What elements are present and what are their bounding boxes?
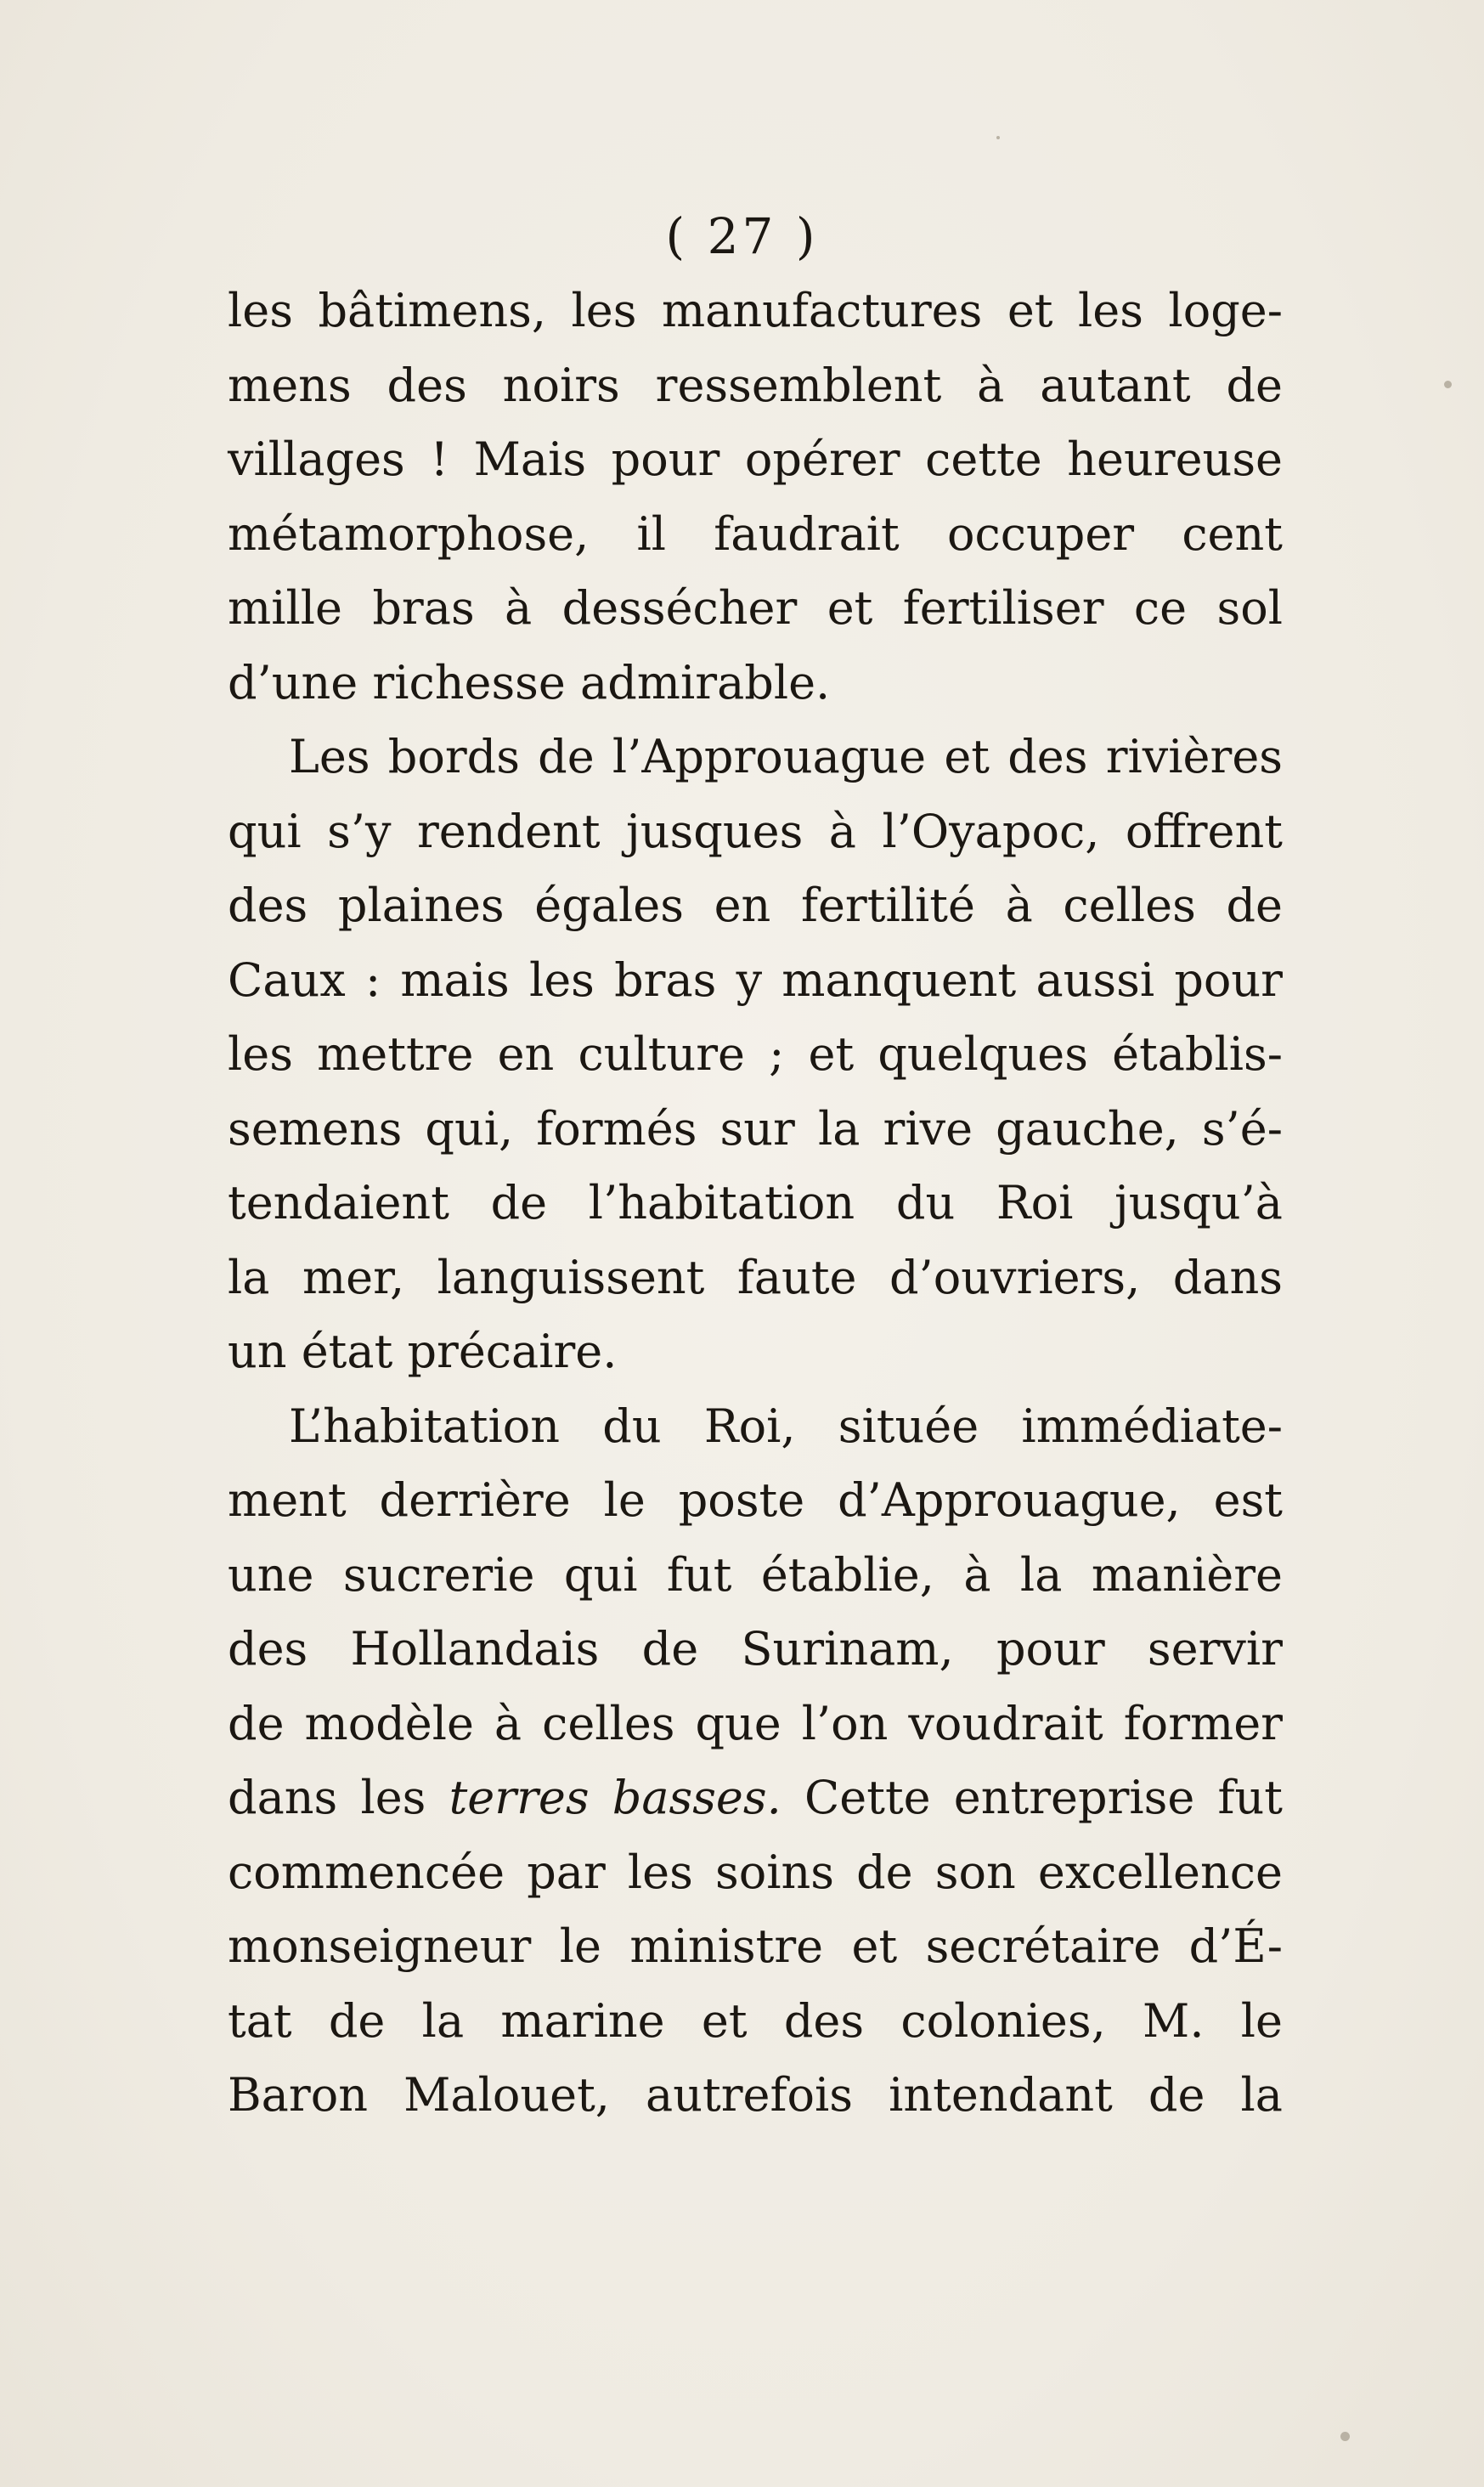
paper-speck (1340, 2432, 1350, 2441)
text-line: une sucrerie qui fut établie, à la manière (228, 1547, 1283, 1602)
text-line: mille bras à dessécher et fertiliser ce sol (228, 581, 1283, 635)
paper-speck (996, 136, 1000, 139)
text-line: métamorphose, il faudrait occuper cent (228, 506, 1283, 561)
text-line: Baron Malouet, autrefois intendant de la (228, 2068, 1283, 2122)
text-line: un état précaire. (228, 1325, 618, 1378)
paper-speck (1444, 381, 1452, 388)
paragraph-1 (228, 274, 1283, 720)
text-line: les bâtimens, les manufactures et les loge- (228, 284, 1283, 337)
text-segment: Cette entreprise fut (781, 1771, 1283, 1824)
text-line: Caux : mais les bras y manquent aussi pour (228, 952, 1283, 1007)
text-line: mens des noirs ressemblent à autant de (228, 358, 1283, 412)
text-line: des plaines égales en fertilité à celles de (228, 879, 1283, 932)
text-line: L’habitation du Roi, située immédiate- (289, 1399, 1283, 1453)
text-line: semens qui, formés sur la rive gauche, s’é- (228, 1101, 1283, 1156)
text-line: des Hollandais de Surinam, pour servir (228, 1622, 1283, 1676)
page-number: ( 27 ) (665, 207, 819, 265)
text-line: villages ! Mais pour opérer cette heureuse (228, 432, 1283, 486)
text-line: de modèle à celles que l’on voudrait former (228, 1696, 1283, 1750)
text-line: la mer, languissent faute d’ouvriers, dans (228, 1250, 1283, 1304)
text-line: qui s’y rendent jusques à l’Oyapoc, offrent (228, 804, 1283, 858)
text-line: ment derrière le poste d’Approuague, est (228, 1473, 1283, 1527)
paragraph-2 (228, 720, 1283, 1389)
paragraph-3 (228, 1389, 1283, 2133)
text-line: tendaient de l’habitation du Roi jusqu’à (228, 1176, 1283, 1229)
text-line: Les bords de l’Approuague et des rivières (289, 730, 1283, 783)
text-line: les mettre en culture ; et quelques établis- (228, 1027, 1283, 1081)
italic-phrase: terres basses. (449, 1771, 781, 1824)
body-text (228, 274, 1283, 2133)
text-segment: dans les (228, 1771, 449, 1824)
text-line: d’une richesse admirable. (228, 655, 831, 709)
text-line: monseigneur le ministre et secrétaire d’É- (228, 1919, 1283, 1973)
text-line: commencée par les soins de son excellence (228, 1845, 1283, 1899)
text-line-with-italic (228, 1761, 1283, 1835)
text-line: tat de la marine et des colonies, M. le (228, 1993, 1283, 2048)
